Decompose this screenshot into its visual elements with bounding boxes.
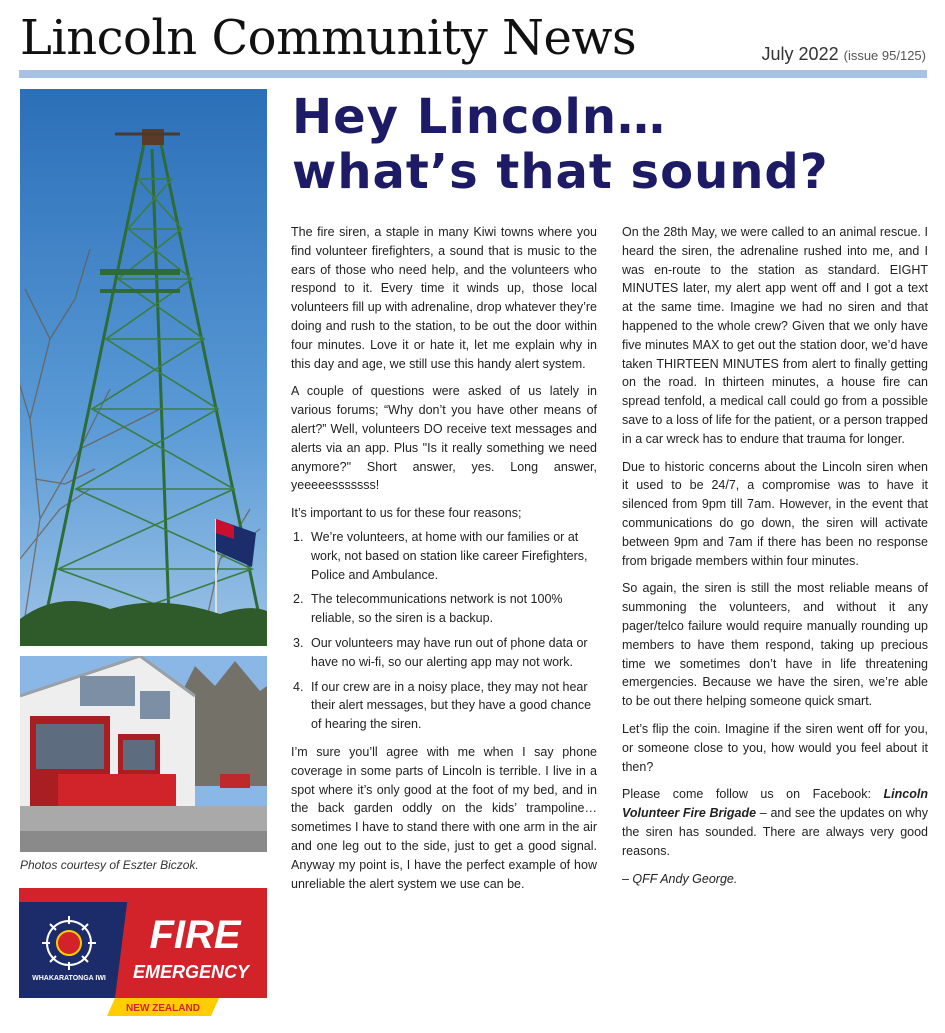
- headline-line-2: what’s that sound?: [292, 144, 829, 200]
- facebook-paragraph: [622, 785, 928, 860]
- fire-emergency-nz-logo: [19, 888, 267, 1016]
- masthead-rule: [19, 70, 927, 78]
- newsletter-title: Lincoln Community News: [20, 10, 637, 66]
- list-item: [291, 528, 597, 584]
- list-text: If our crew are in a noisy place, they may not hear their alert messages, but they have a good chance of hearing the siren.: [311, 679, 592, 732]
- siren-tower-photo: [20, 89, 267, 646]
- facebook-tail: – and see the updates on why the siren has sounded. There are always very good reasons.: [622, 806, 929, 858]
- paragraph: On the 28th May, we were called to an animal rescue. I heard the siren, the adrenaline rushed into me, and I was en-route to the station as standard. EIGHT MINUTES later, my alert app went off and I got a text at the same time. Imagine we had no siren and that happened to the whole crew? Given that we only have five minutes MAX to get out the station door, we’d have taken THIRTEEN MINUTES from alert to finally getting on the road. In thirteen minutes, a house fire can spread tenfold, a medical call could go from a possible save to a loss of life for the patient, or a person trapped in a car wreck has to endure that trauma for longer.: [622, 225, 928, 446]
- facebook-page-name: Lincoln Volunteer Fire Brigade: [622, 787, 928, 821]
- article-headline: [292, 90, 922, 200]
- paragraph: Due to historic concerns about the Lincoln siren when it used to be 24/7, a compromise was to have it silenced from 9pm till 7am. However, in the event that communications do go down, the siren will activate between 9pm and 7am if there has been no response from brigade members within four minutes.: [622, 459, 928, 568]
- list-number: 4.: [293, 679, 304, 694]
- logo-emergency-text: EMERGENCY: [132, 962, 250, 982]
- paragraph: So again, the siren is still the most reliable means of summoning the volunteers, and without it any pager/telco failure would require manually rounding up members to have them respond, taking up precious time we sometimes don’t have in life threatening emergencies. Because we have the siren, we’re able to be out there helping someone quick smart.: [622, 581, 928, 709]
- fire-station-photo: [20, 656, 267, 852]
- issue-number: (issue 95/125): [843, 48, 926, 63]
- headline-line-1: Hey Lincoln…: [292, 89, 666, 145]
- list-number: 3.: [293, 635, 304, 650]
- paragraph: Let’s flip the coin. Imagine if the siren went off for you, or someone close to you, how would you feel about it then?: [622, 721, 928, 774]
- reasons-intro: It’s important to us for these four reasons;: [291, 506, 522, 521]
- issue-date: July 2022: [761, 44, 839, 64]
- article-column-1: [291, 223, 597, 902]
- list-number: 2.: [293, 592, 304, 607]
- list-text: Our volunteers may have run out of phone data or have no wi-fi, so our alerting app may not work.: [311, 635, 588, 669]
- list-item: [291, 634, 597, 672]
- reasons-list: [291, 528, 597, 734]
- issue-info: [762, 44, 926, 65]
- list-number: 1.: [293, 529, 304, 544]
- paragraph: A couple of questions were asked of us lately in various forums; “Why don’t you have other means of alert?” Well, volunteers DO receive text messages and alerts via an app. Plus "Is it really something we need anymore?" Short answer, yes. Long answer, yeeeeesssssss!: [291, 384, 597, 493]
- photo-caption: Photos courtesy of Eszter Biczok.: [20, 858, 199, 872]
- facebook-lead: Please come follow us on Facebook:: [622, 787, 884, 802]
- paragraph: I’m sure you’ll agree with me when I say phone coverage in some parts of Lincoln is terrible. I live in a spot where it’s only good at the foot of my bed, and in the back garden oddly on the kids’ trampoline… sometimes I have to stand there with one arm in the air and one leg out to the side, just to get a good signal. Anyway my point is, I have the perfect example of how unreliable the alert system we use can be.: [291, 744, 597, 891]
- article-column-2: [622, 223, 928, 897]
- logo-country-text: NEW ZEALAND: [126, 1003, 200, 1014]
- logo-fire-text: FIRE: [149, 913, 241, 957]
- list-text: We’re volunteers, at home with our families or at work, not based on station like career Firefighters, Police and Ambulance.: [311, 529, 588, 582]
- list-item: [291, 590, 597, 628]
- list-item: [291, 678, 597, 734]
- list-text: The telecommunications network is not 100% reliable, so the siren is a backup.: [311, 592, 563, 626]
- paragraph: The fire siren, a staple in many Kiwi towns where you find volunteer firefighters, a sound that is music to the ears of those who need help, and the volunteers who respond to it. Every time it winds up, those local volunteers fill up with adrenaline, drop whatever they’re doing and rush to the station, to be out the door within four minutes. Love it or hate it, let me explain why in this day and age, we still use this handy alert system.: [291, 225, 597, 371]
- logo-maori-text: WHAKARATONGA IWI: [32, 975, 106, 982]
- author-signoff: – QFF Andy George.: [622, 871, 738, 886]
